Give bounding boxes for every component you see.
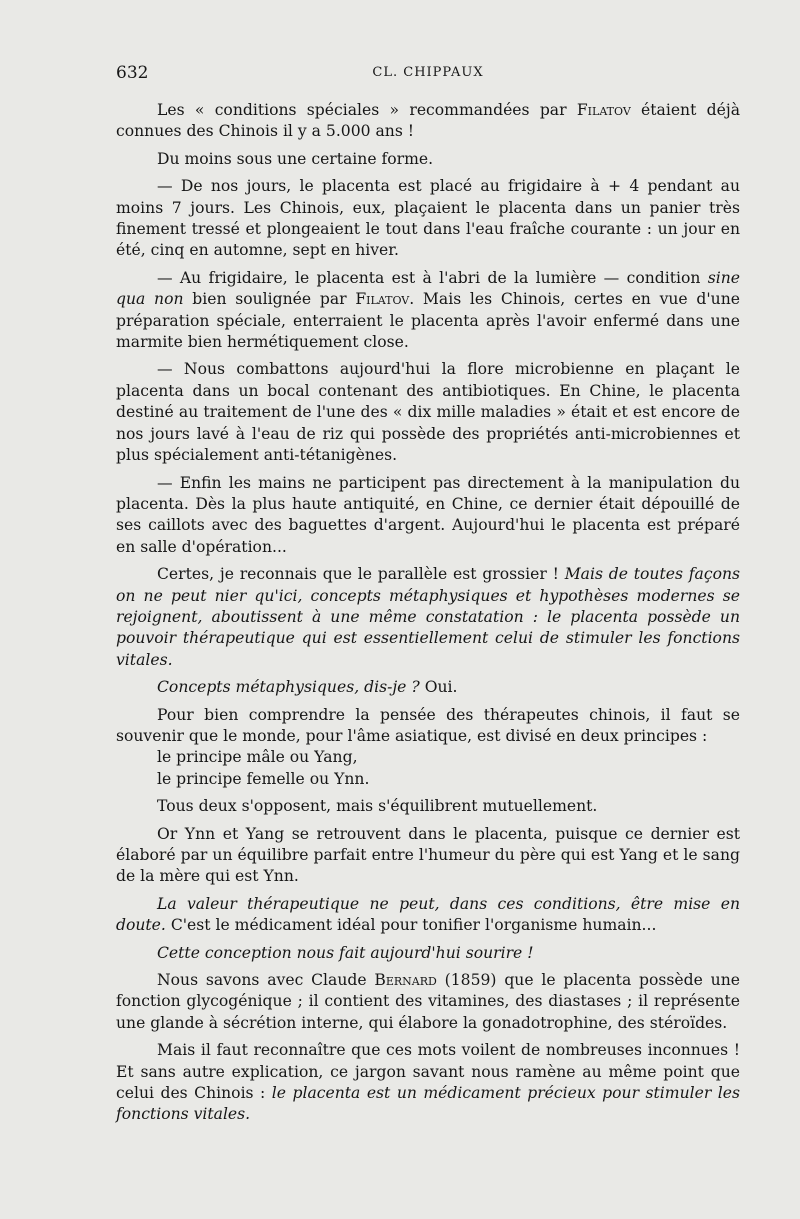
paragraph-15: Mais il faut reconnaître que ces mots voilent de nombreuses inconnues ! Et sans autre explication, ce jargon savant nous ramène au même point que celui des Chinois : le placenta est un médicament précieux pour stimuler les fonctions vitales. (116, 1041, 740, 1124)
page-header (116, 63, 740, 87)
paragraph-13: Cette conception nous fait aujourd'hui sourire ! (157, 943, 534, 962)
author-name: Filatov (355, 290, 410, 309)
author-name: Bernard (374, 971, 437, 990)
paragraph-9: Pour bien comprendre la pensée des thérapeutes chinois, il faut se souvenir que le monde, pour l'âme asiatique, est divisé en deux principes : (116, 705, 740, 745)
paragraph-3: — De nos jours, le placenta est placé au frigidaire à + 4 pendant au moins 7 jours. Les Chinois, eux, plaçaient le placenta dans un panier très finement tressé et plongeaient le tout dans l'eau fraîche courante : un jour en été, cinq en automne, sept en hiver. (116, 177, 740, 260)
paragraph-7: Certes, je reconnais que le parallèle est grossier ! Mais de toutes façons on ne peut nier qu'ici, concepts métaphysiques et hypothèses modernes se rejoignent, aboutissent à une même constatation : le placenta possède un pouvoir thérapeutique qui est essentiellement celui de stimuler les fonctions vitales. (116, 565, 740, 669)
running-head: CL. CHIPPAUX (372, 65, 484, 80)
principle-yang: le principe mâle ou Yang, (157, 748, 358, 767)
paragraph-4: — Au frigidaire, le placenta est à l'abri de la lumière — condition sine qua non bien soulignée par Filatov. Mais les Chinois, certes en vue d'une préparation spéciale, enterraient le placenta après l'avoir enfermé dans une marmite bien hermétiquement close. (116, 268, 740, 352)
paragraph-1: Les « conditions spéciales » recommandées par Filatov étaient déjà connues des Chinois il y a 5.000 ans ! (116, 101, 740, 141)
page-number: 632 (116, 63, 149, 83)
author-name: Filatov (576, 101, 631, 119)
paragraph-14: Nous savons avec Claude Bernard (1859) que le placenta possède une fonction glycogénique ; il contient des vitamines, des diastases ; il représente une glande à sécrétion interne, qui élabore la gonadotrophine, des stéroïdes. (116, 971, 740, 1032)
paragraph-6: — Enfin les mains ne participent pas directement à la manipulation du placenta. Dès la plus haute antiquité, en Chine, ce dernier était dépouillé de ses caillots avec des baguettes d'argent. Aujourd'hui le placenta est préparé en salle d'opération... (116, 473, 740, 556)
paragraph-11: Or Ynn et Yang se retrouvent dans le placenta, puisque ce dernier est élaboré par un équilibre parfait entre l'humeur du père qui est Yang et le sang de la mère qui est Ynn. (116, 824, 740, 886)
body-text (116, 100, 740, 1132)
paragraph-12: La valeur thérapeutique ne peut, dans ces conditions, être mise en doute. C'est le médicament idéal pour tonifier l'organisme humain... (116, 894, 740, 935)
paragraph-2: Du moins sous une certaine forme. (157, 149, 434, 168)
paragraph-5: — Nous combattons aujourd'hui la flore microbienne en plaçant le placenta dans un bocal contenant des antibiotiques. En Chine, le placenta destiné au traitement de l'une des « dix mille maladies » était et est encore de nos jours lavé à l'eau de riz qui possède des propriétés anti-microbiennes et plus spécialement anti-tétanigènes. (116, 360, 740, 465)
paragraph-10: Tous deux s'opposent, mais s'équilibrent mutuellement. (157, 797, 598, 816)
paragraph-8: Concepts métaphysiques, dis-je ? Oui. (157, 678, 458, 697)
principle-ynn: le principe femelle ou Ynn. (157, 769, 370, 788)
